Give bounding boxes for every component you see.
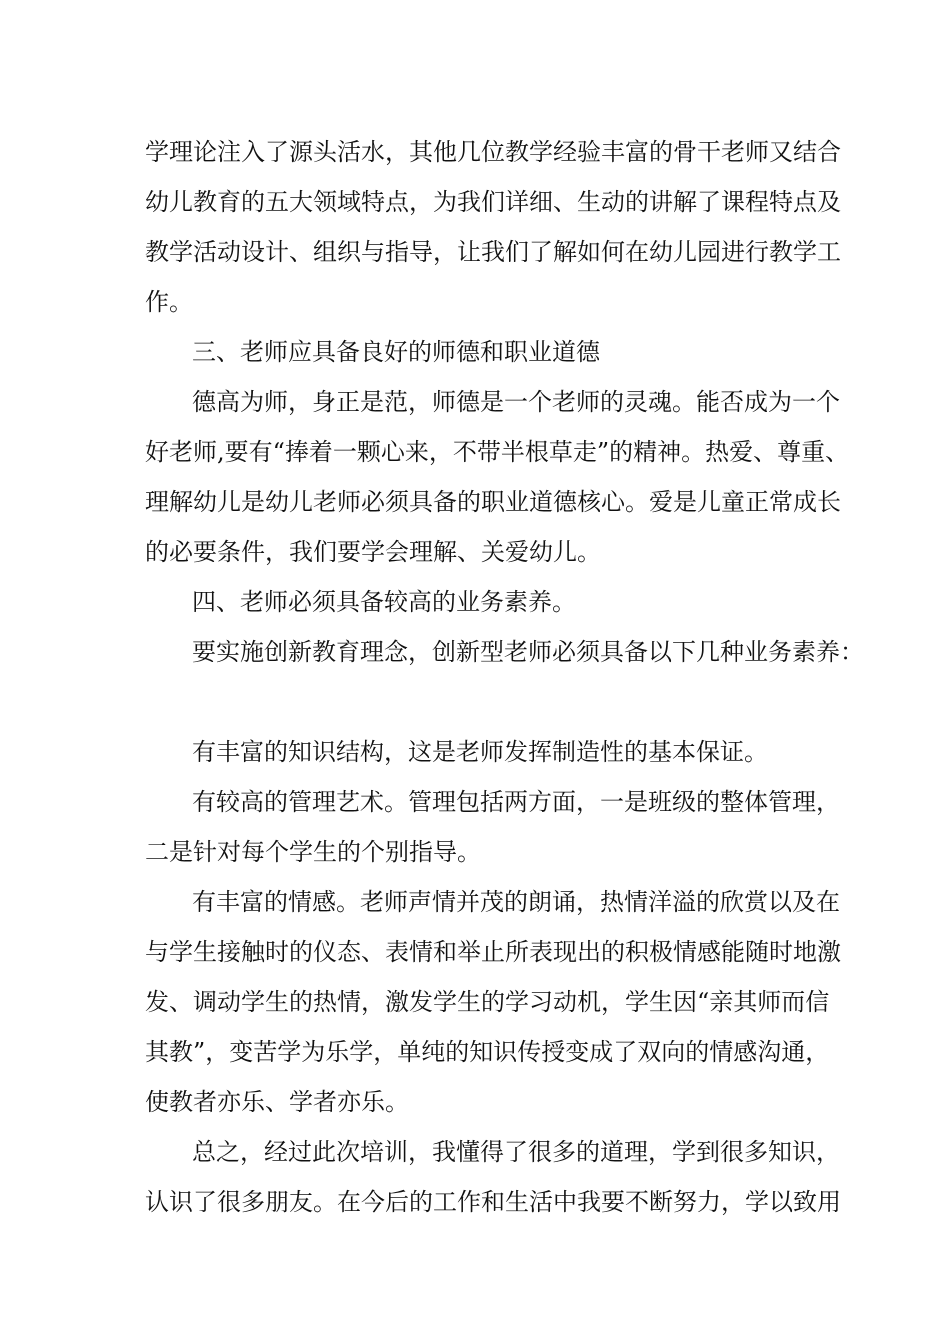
section-heading-4: 四、老师必须具备较高的业务素养。 (192, 588, 576, 616)
text-line: 认识了很多朋友。在今后的工作和生活中我要不断努力，学以致用 (145, 1188, 841, 1216)
text-line: 发、调动学生的热情，激发学生的学习动机，学生因“亲其师而信 (145, 988, 830, 1016)
text-line: 有丰富的情感。老师声情并茂的朗诵，热情洋溢的欣赏以及在 (192, 888, 840, 916)
text-line: 的必要条件，我们要学会理解、关爱幼儿。 (145, 538, 601, 566)
text-line: 学理论注入了源头活水，其他几位教学经验丰富的骨干老师又结合 (145, 138, 841, 166)
text-line: 有较高的管理艺术。管理包括两方面，一是班级的整体管理， (192, 788, 840, 816)
text-line: 好老师,要有“捧着一颗心来，不带半根草走”的精神。热爱、尊重、 (145, 438, 850, 466)
text-line: 幼儿教育的五大领域特点，为我们详细、生动的讲解了课程特点及 (145, 188, 841, 216)
text-line: 德高为师，身正是范，师德是一个老师的灵魂。能否成为一个 (192, 388, 840, 416)
text-line: 总之，经过此次培训，我懂得了很多的道理，学到很多知识， (192, 1138, 840, 1166)
text-line: 有丰富的知识结构，这是老师发挥制造性的基本保证。 (192, 738, 768, 766)
text-line: 与学生接触时的仪态、表情和举止所表现出的积极情感能随时地激 (145, 938, 841, 966)
text-line: 理解幼儿是幼儿老师必须具备的职业道德核心。爱是儿童正常成长 (145, 488, 841, 516)
section-heading-3: 三、老师应具备良好的师德和职业道德 (192, 338, 600, 366)
text-line: 二是针对每个学生的个别指导。 (145, 838, 481, 866)
text-line: 其教”，变苦学为乐学，单纯的知识传授变成了双向的情感沟通， (145, 1038, 830, 1066)
text-line: 教学活动设计、组织与指导，让我们了解如何在幼儿园进行教学工 (145, 238, 841, 266)
text-line: 使教者亦乐、学者亦乐。 (145, 1088, 409, 1116)
text-line: 要实施创新教育理念，创新型老师必须具备以下几种业务素养： (192, 638, 864, 666)
text-line: 作。 (145, 288, 193, 316)
